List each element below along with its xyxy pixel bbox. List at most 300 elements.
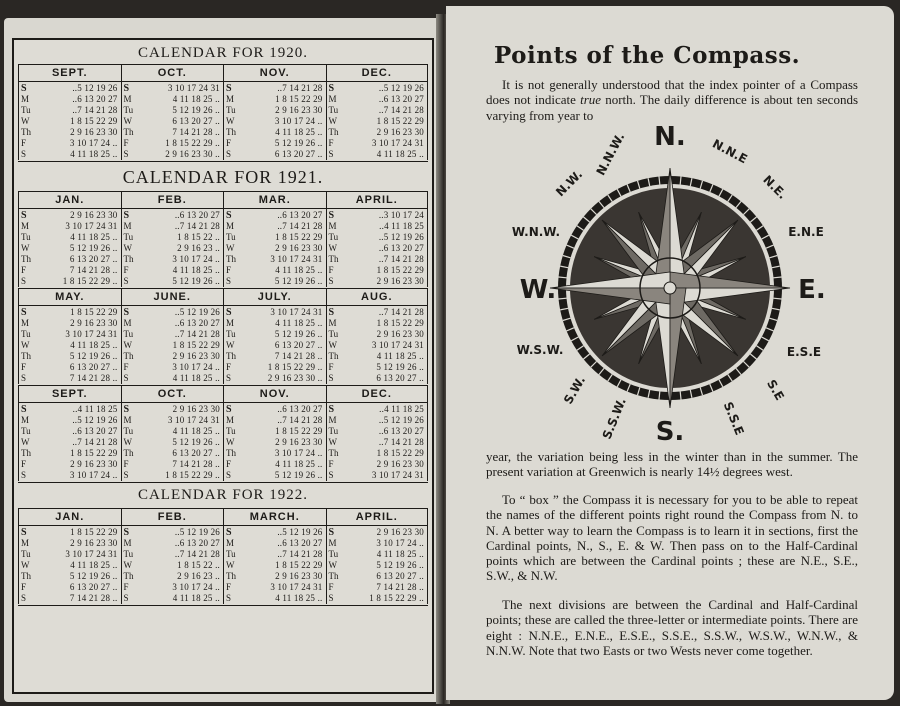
weekday-label: F: [123, 265, 129, 275]
calendar-month: [326, 508, 429, 604]
compass-tick: [680, 177, 681, 185]
calendar-week-row: [19, 373, 121, 384]
weekday-label: Th: [123, 571, 134, 581]
weekday-label: W: [123, 560, 132, 570]
weekday-label: W: [328, 116, 337, 126]
calendar-week-row: [122, 404, 224, 415]
compass-label-nw: N.W.: [553, 167, 586, 200]
weekday-label: S: [328, 470, 334, 480]
calendar-week-row: [122, 307, 224, 318]
weekday-label: Tu: [328, 549, 339, 559]
calendar-week-row: [224, 448, 326, 459]
weekday-label: W: [328, 437, 337, 447]
calendar-title: CALENDAR FOR 1921.: [122, 167, 324, 187]
calendar-week-row: [224, 232, 326, 243]
day-numbers: 1 8 15 22 29: [376, 448, 424, 458]
day-numbers: 4 11 18 25 ..: [70, 149, 118, 159]
calendar-month: [223, 191, 326, 287]
day-numbers: 6 13 20 27 ..: [274, 340, 323, 350]
day-numbers: 3 10 17 24 31: [270, 582, 323, 592]
compass-label-nnw: N.N.W.: [593, 130, 628, 178]
calendar-month: [18, 385, 121, 481]
weekday-label: S: [328, 276, 334, 286]
compass-label-se: S.E: [764, 377, 787, 403]
calendar-week-row: [224, 329, 326, 340]
month-name: MAY.: [19, 288, 121, 306]
compass-label-w: W.: [519, 275, 557, 305]
day-numbers: ..7 14 21 28: [174, 221, 220, 231]
day-numbers: 1 8 15 22 29 ..: [369, 593, 424, 603]
day-numbers: ..5 12 19 26: [72, 415, 118, 425]
weekday-label: M: [226, 318, 235, 328]
month-name: NOV.: [224, 64, 326, 82]
calendar-week-row: [327, 127, 428, 138]
calendar-week-row: [327, 243, 428, 254]
day-numbers: 3 10 17 24 31: [371, 340, 424, 350]
weekday-label: Th: [226, 127, 236, 137]
calendar-week-row: [327, 210, 428, 221]
calendar-week-row: [19, 243, 121, 254]
weekday-label: Th: [328, 571, 339, 581]
calendar-week-row: [122, 127, 224, 138]
calendar-week-row: [122, 221, 224, 232]
day-numbers: 3 10 17 24 ..: [376, 538, 424, 548]
weekday-label: S: [328, 404, 335, 415]
day-numbers: 6 13 20 27 ..: [376, 373, 424, 383]
calendar-week-row: [224, 415, 326, 426]
day-numbers: 3 10 17 24 31: [65, 549, 118, 559]
calendar-month: [18, 191, 121, 287]
calendar-week-row: [327, 527, 428, 538]
weekday-label: S: [226, 276, 232, 286]
day-numbers: 7 14 21 28 ..: [376, 582, 424, 592]
day-numbers: ..6 13 20 27: [174, 318, 220, 328]
weekday-label: Tu: [226, 329, 236, 339]
weekday-label: S: [21, 373, 27, 383]
calendar-year-0: [14, 42, 432, 64]
weekday-label: Tu: [123, 549, 134, 559]
weekday-label: Th: [226, 571, 236, 581]
day-numbers: 6 13 20 27 ..: [69, 362, 118, 372]
paragraph-intermediate-points: The next divisions are between the Cardinal and Half-Cardinal points; these are called the three-letter or intermediate points. There are eight : N.N.E., E.N.E., E.S.E., S.S.E., S.S.W., W.S.W., W.N.W., & N.N.W. Note that two Easts or two Wests never come together.: [486, 597, 858, 658]
calendar-week-row: [224, 221, 326, 232]
weekday-label: W: [226, 437, 235, 447]
calendar-week-row: [224, 243, 326, 254]
day-numbers: 2 9 16 23 30: [172, 404, 220, 414]
calendar-week-row: [19, 426, 121, 437]
weekday-label: W: [123, 340, 132, 350]
compass-tick: [659, 392, 660, 400]
day-numbers: ..4 11 18 25: [72, 404, 118, 414]
calendar-week-row: [122, 340, 224, 351]
calendar-week-row: [327, 560, 428, 571]
weekday-label: S: [328, 83, 335, 94]
weekday-label: Tu: [226, 232, 236, 242]
day-numbers: 3 10 17 24 31: [167, 83, 220, 93]
compass-label-e: E.: [798, 275, 826, 305]
paragraph-box-compass: To “ box ” the Compass it is necessary for you to be able to repeat the names of the different points right round the Compass from N. to N. A better way to learn the Compass is to learn it in sections, first the Cardinal points, N., S., E. & W. Then pass on to the Half-Cardinal points which are between the Cardinal points ; these are N.E., S.E., S.W., & N.W.: [486, 492, 858, 584]
month-name: DEC.: [327, 64, 428, 82]
weekday-label: Th: [123, 127, 134, 137]
day-numbers: 3 10 17 24 ..: [172, 582, 220, 592]
weekday-label: Tu: [123, 105, 134, 115]
compass-label-ese: E.S.E: [786, 345, 822, 359]
calendar-week-row: [19, 307, 121, 318]
calendar-week-row: [122, 243, 224, 254]
weekday-label: M: [21, 415, 30, 425]
month-name: SEPT.: [19, 64, 121, 82]
weekday-label: Th: [328, 351, 339, 361]
calendar-week-row: [19, 138, 121, 149]
calendar-month: [223, 508, 326, 604]
day-numbers: 2 9 16 23 30: [376, 527, 424, 537]
weekday-label: F: [21, 265, 27, 275]
calendar-week-row: [19, 351, 121, 362]
day-numbers: 1 8 15 22 29: [70, 527, 118, 537]
calendar-title: CALENDAR FOR 1922.: [137, 487, 309, 503]
calendar-divider: [18, 605, 428, 606]
calendar-week-row: [19, 265, 121, 276]
calendar-week-row: [224, 404, 326, 415]
calendar-week-row: [19, 459, 121, 470]
day-numbers: 3 10 17 24 ..: [69, 470, 118, 480]
day-numbers: ..6 13 20 27: [378, 94, 424, 104]
calendar-week-row: [224, 307, 326, 318]
weekday-label: Th: [328, 127, 339, 137]
weekday-label: F: [123, 459, 129, 469]
day-numbers: ..4 11 18 25: [379, 404, 424, 414]
weekday-label: F: [226, 459, 232, 469]
weekday-label: S: [226, 149, 232, 159]
calendar-week-row: [19, 538, 121, 549]
calendar-month-row: [18, 191, 428, 287]
day-numbers: 6 13 20 27 ..: [172, 116, 220, 126]
weekday-label: S: [123, 527, 130, 538]
weekday-label: Th: [226, 254, 236, 264]
calendar-month: [223, 288, 326, 384]
weekday-label: S: [21, 149, 27, 159]
day-numbers: 7 14 21 28 ..: [172, 127, 220, 137]
calendar-month: [223, 64, 326, 160]
day-numbers: 2 9 16 23 30: [70, 318, 118, 328]
weekday-label: Th: [21, 571, 31, 581]
calendar-week-row: [122, 527, 224, 538]
calendar-week-row: [224, 571, 326, 582]
calendar-week-row: [122, 593, 224, 604]
calendar-month: [121, 64, 224, 160]
day-numbers: 4 11 18 25 ..: [376, 149, 424, 159]
compass-label-wnw: W.N.W.: [511, 225, 561, 239]
calendar-week-row: [224, 149, 326, 160]
day-numbers: 4 11 18 25 ..: [376, 351, 424, 361]
calendar-month: [18, 64, 121, 160]
weekday-label: W: [328, 243, 337, 253]
calendar-week-row: [122, 105, 224, 116]
calendar-week-row: [19, 276, 121, 287]
day-numbers: 1 8 15 22 29: [275, 560, 323, 570]
day-numbers: ..5 12 19 26: [174, 307, 220, 317]
weekday-label: F: [328, 138, 334, 148]
day-numbers: 3 10 17 24 31: [65, 329, 118, 339]
month-name: JAN.: [19, 191, 121, 209]
month-name: DEC.: [327, 385, 428, 403]
weekday-label: M: [226, 415, 235, 425]
weekday-label: Th: [226, 448, 236, 458]
day-numbers: ..7 14 21 28: [277, 83, 323, 93]
weekday-label: F: [328, 265, 334, 275]
day-numbers: 6 13 20 27 ..: [376, 571, 424, 581]
compass-label-wsw: W.S.W.: [516, 343, 564, 357]
compass-label-sse: S.S.E: [720, 399, 747, 438]
weekday-label: M: [21, 221, 30, 231]
weekday-label: F: [226, 582, 232, 592]
day-numbers: ..7 14 21 28: [277, 415, 323, 425]
calendar-week-row: [327, 470, 428, 481]
calendar-week-row: [19, 105, 121, 116]
day-numbers: 4 11 18 25 ..: [70, 560, 118, 570]
calendar-week-row: [122, 571, 224, 582]
day-numbers: ..7 14 21 28: [72, 437, 118, 447]
calendar-week-row: [327, 373, 428, 384]
day-numbers: 4 11 18 25 ..: [275, 593, 323, 603]
day-numbers: 3 10 17 24 31: [270, 307, 323, 317]
day-numbers: ..5 12 19 26: [72, 83, 118, 93]
calendar-week-row: [19, 210, 121, 221]
weekday-label: W: [226, 340, 235, 350]
weekday-label: W: [21, 116, 30, 126]
calendar-week-row: [327, 307, 428, 318]
weekday-label: S: [21, 470, 27, 480]
weekday-label: Th: [123, 448, 134, 458]
calendar-week-row: [327, 254, 428, 265]
day-numbers: 3 10 17 24 ..: [69, 138, 118, 148]
calendar-month: [121, 288, 224, 384]
month-name: OCT.: [122, 385, 224, 403]
day-numbers: 5 12 19 26 ..: [172, 276, 220, 286]
day-numbers: 1 8 15 22 29: [275, 426, 323, 436]
calendar-week-row: [19, 254, 121, 265]
month-name: FEB.: [122, 191, 224, 209]
day-numbers: ..6 13 20 27: [72, 94, 118, 104]
weekday-label: Tu: [21, 232, 31, 242]
calendar-week-row: [122, 232, 224, 243]
calendar-week-row: [122, 351, 224, 362]
weekday-label: F: [123, 582, 129, 592]
day-numbers: 3 10 17 24 ..: [172, 362, 220, 372]
calendar-week-row: [224, 105, 326, 116]
weekday-label: W: [21, 340, 30, 350]
calendar-week-row: [122, 265, 224, 276]
calendar-week-row: [327, 582, 428, 593]
day-numbers: 5 12 19 26 ..: [172, 437, 220, 447]
weekday-label: Th: [123, 351, 134, 361]
day-numbers: ..5 12 19 26: [378, 415, 424, 425]
calendar-week-row: [327, 318, 428, 329]
calendar-week-row: [122, 373, 224, 384]
weekday-label: Tu: [226, 426, 236, 436]
calendar-week-row: [224, 538, 326, 549]
calendar-week-row: [224, 254, 326, 265]
weekday-label: M: [21, 538, 30, 548]
day-numbers: 2 9 16 23 30: [376, 127, 424, 137]
day-numbers: 4 11 18 25 ..: [172, 426, 220, 436]
calendar-week-row: [224, 83, 326, 94]
calendar-week-row: [327, 340, 428, 351]
day-numbers: 3 10 17 24 ..: [274, 116, 323, 126]
calendar-week-row: [327, 232, 428, 243]
calendar-week-row: [122, 470, 224, 481]
compass-label-nne: N.N.E: [710, 136, 750, 167]
weekday-label: S: [21, 83, 27, 94]
calendar-week-row: [122, 362, 224, 373]
calendar-week-row: [122, 116, 224, 127]
compass-tick: [680, 392, 681, 400]
calendar-week-row: [327, 149, 428, 160]
calendar-month: [326, 288, 429, 384]
day-numbers: 3 10 17 24 31: [167, 415, 220, 425]
weekday-label: F: [21, 582, 27, 592]
day-numbers: 4 11 18 25 ..: [275, 127, 323, 137]
weekday-label: S: [21, 593, 27, 603]
day-numbers: 2 9 16 23 30: [70, 210, 118, 220]
weekday-label: F: [328, 362, 334, 372]
weekday-label: M: [123, 94, 132, 104]
calendar-week-row: [122, 437, 224, 448]
weekday-label: F: [226, 265, 232, 275]
calendar-week-row: [122, 254, 224, 265]
day-numbers: 2 9 16 23 ..: [177, 571, 220, 581]
calendar-week-row: [224, 210, 326, 221]
day-numbers: 3 10 17 24 31: [371, 470, 424, 480]
day-numbers: 4 11 18 25 ..: [275, 318, 323, 328]
calendar-month: [326, 64, 429, 160]
calendar-week-row: [224, 265, 326, 276]
month-name: AUG.: [327, 288, 428, 306]
calendar-week-row: [327, 404, 428, 415]
weekday-label: M: [226, 94, 235, 104]
day-numbers: 3 10 17 24 31: [65, 221, 118, 231]
calendar-week-row: [327, 116, 428, 127]
day-numbers: 4 11 18 25 ..: [172, 265, 220, 275]
calendar-week-row: [19, 127, 121, 138]
calendar-week-row: [19, 593, 121, 604]
day-numbers: 2 9 16 23 ..: [177, 243, 220, 253]
calendar-month-row: [18, 64, 428, 160]
day-numbers: 2 9 16 23 30: [376, 276, 424, 286]
compass-label-n: N.: [654, 122, 686, 152]
calendar-week-row: [122, 459, 224, 470]
compass-rose-illustration: [500, 120, 860, 450]
day-numbers: ..5 12 19 26: [174, 527, 220, 537]
weekday-label: S: [123, 307, 130, 318]
weekday-label: W: [123, 116, 132, 126]
day-numbers: 5 12 19 26 ..: [69, 243, 118, 253]
weekday-label: Tu: [328, 105, 339, 115]
page-title: Points of the Compass.: [494, 42, 801, 69]
calendar-week-row: [19, 340, 121, 351]
calendar-week-row: [19, 329, 121, 340]
calendar-week-row: [224, 127, 326, 138]
month-name: MARCH.: [224, 508, 326, 526]
calendar-divider: [18, 161, 428, 162]
calendar-week-row: [224, 470, 326, 481]
weekday-label: Tu: [21, 426, 31, 436]
day-numbers: 3 10 17 24 ..: [274, 448, 323, 458]
weekday-label: M: [226, 221, 235, 231]
day-numbers: 2 9 16 23 30 ..: [165, 149, 220, 159]
weekday-label: F: [123, 138, 129, 148]
day-numbers: ..6 13 20 27: [174, 210, 220, 220]
weekday-label: S: [21, 276, 27, 286]
weekday-label: F: [123, 362, 129, 372]
day-numbers: ..6 13 20 27: [72, 426, 118, 436]
day-numbers: 1 8 15 22 ..: [177, 232, 220, 242]
day-numbers: 1 8 15 22 29: [70, 116, 118, 126]
month-name: APRIL.: [327, 191, 428, 209]
month-name: NOV.: [224, 385, 326, 403]
weekday-label: S: [226, 210, 232, 221]
day-numbers: ..6 13 20 27: [277, 538, 323, 548]
calendar-month: [18, 508, 121, 604]
calendar-week-row: [327, 362, 428, 373]
weekday-label: Th: [226, 351, 236, 361]
calendar-week-row: [224, 437, 326, 448]
day-numbers: ..7 14 21 28: [378, 307, 424, 317]
calendar-week-row: [19, 415, 121, 426]
compass-label-s: S.: [655, 417, 685, 447]
weekday-label: W: [123, 243, 132, 253]
weekday-label: M: [328, 415, 337, 425]
calendar-week-row: [327, 351, 428, 362]
day-numbers: 7 14 21 28 ..: [69, 265, 118, 275]
calendar-week-row: [224, 549, 326, 560]
day-numbers: 1 8 15 22 ..: [177, 560, 220, 570]
compass-tick: [559, 298, 567, 299]
month-name: SEPT.: [19, 385, 121, 403]
day-numbers: 2 9 16 23 30: [275, 105, 323, 115]
calendar-week-row: [19, 116, 121, 127]
day-numbers: 4 11 18 25 ..: [70, 232, 118, 242]
weekday-label: Tu: [21, 549, 31, 559]
calendar-week-row: [122, 448, 224, 459]
day-numbers: 5 12 19 26 ..: [69, 571, 118, 581]
day-numbers: ..6 13 20 27: [277, 210, 323, 220]
month-name: JULY.: [224, 288, 326, 306]
weekday-label: S: [123, 470, 129, 480]
calendar-week-row: [19, 221, 121, 232]
day-numbers: 2 9 16 23 30 ..: [267, 373, 323, 383]
month-name: MAR.: [224, 191, 326, 209]
weekday-label: Th: [328, 254, 339, 264]
day-numbers: 4 11 18 25 ..: [275, 265, 323, 275]
day-numbers: ..5 12 19 26: [277, 527, 323, 537]
calendar-week-row: [122, 276, 224, 287]
day-numbers: 5 12 19 26 ..: [376, 362, 424, 372]
day-numbers: 5 12 19 26 ..: [274, 470, 323, 480]
day-numbers: ..7 14 21 28: [72, 105, 118, 115]
day-numbers: ..7 14 21 28: [174, 329, 220, 339]
calendar-week-row: [224, 318, 326, 329]
calendar-week-row: [19, 437, 121, 448]
paragraph-intro: It is not generally understood that the index pointer of a Compass does not indicate true north. The daily difference is about ten seconds varying from year to: [486, 77, 859, 123]
weekday-label: M: [226, 538, 235, 548]
calendar-week-row: [327, 329, 428, 340]
calendar-week-row: [224, 560, 326, 571]
weekday-label: W: [328, 560, 337, 570]
day-numbers: 4 11 18 25 ..: [172, 373, 220, 383]
weekday-label: S: [226, 307, 232, 318]
calendar-week-row: [122, 415, 224, 426]
